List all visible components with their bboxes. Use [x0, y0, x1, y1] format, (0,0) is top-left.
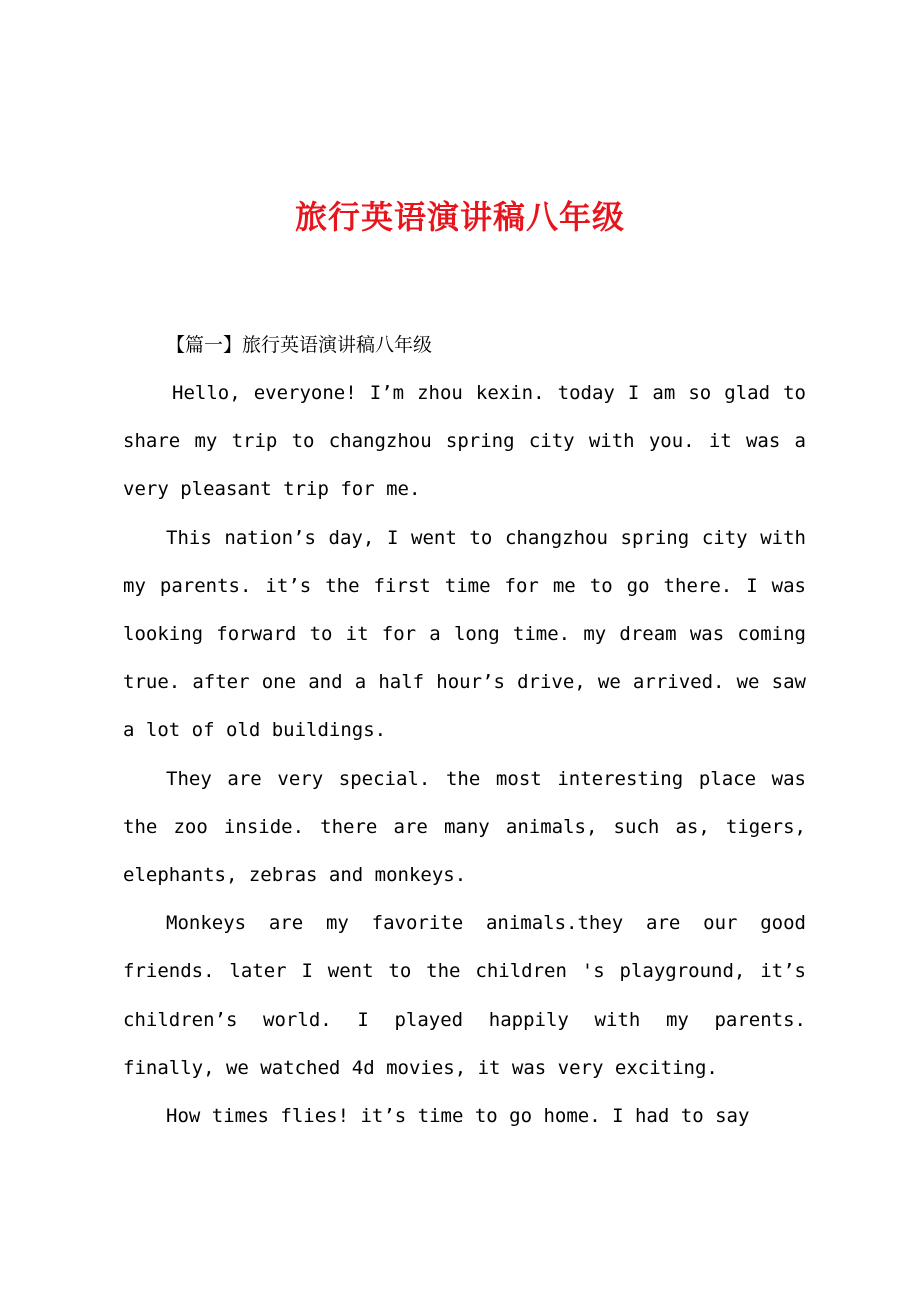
- body-text: [123, 369, 806, 1140]
- paragraph-4: Monkeys are my favorite animals.they are our good friends. later I went to the children 's playground, it’s children’s world. I played happily with my parents. finally, we watched 4d movies, it was very exciting.: [123, 912, 806, 1079]
- document-title: 旅行英语演讲稿八年级: [294, 198, 625, 236]
- paragraph-2: This nation’s day, I went to changzhou spring city with my parents. it’s the first time for me to go there. I was looking forward to it for a long time. my dream was coming true. after one and a half hour’s drive, we arrived. we saw a lot of old buildings.: [123, 526, 806, 742]
- paragraph-1: Hello, everyone! I’m zhou kexin. today I am so glad to share my trip to changzhou spring city with you. it was a very pleasant trip for me.: [123, 382, 806, 501]
- paragraph-3: They are very special. the most interesting place was the zoo inside. there are many animals, such as, tigers, elephants, zebras and monkeys.: [123, 767, 806, 887]
- paragraph-5: How times flies! it’s time to go home. I had to say: [166, 1105, 750, 1128]
- section-heading: 【篇一】旅行英语演讲稿八年级: [166, 334, 433, 356]
